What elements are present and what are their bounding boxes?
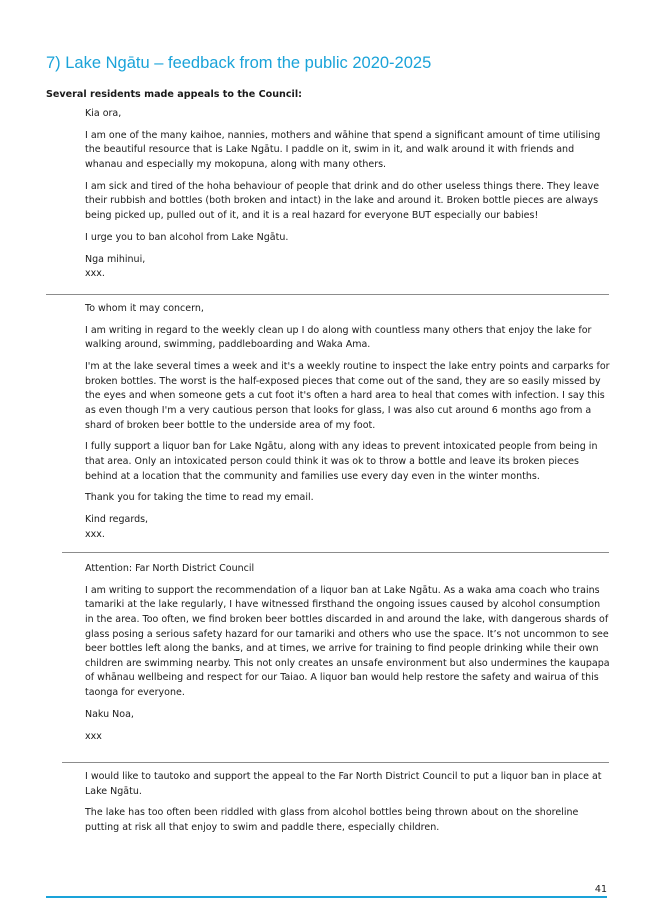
letter-1 bbox=[85, 107, 610, 282]
letter-2-paragraph-3: I'm at the lake several times a week and it's a weekly routine to inspect the lake entry points and carparks for broken bottles. The worst is the half-exposed pieces that come out of the sand, they are so easily missed by the eyes and when someone gets a cut foot it's often a hard area to heal that comes with infection. I say this as even though I'm a very cautious person that looks for glass, I was also cut around 6 months ago from a shard of broken beer bottle to the underside area of my foot. bbox=[85, 361, 610, 431]
letter-1-paragraph-3: I am sick and tired of the hoha behaviour of people that drink and do other useless things there. They leave their rubbish and bottles (both broken and intact) in the lake and around it. Broken bottle pieces are always being picked up, pulled out of it, and it is a real hazard for everyone BUT especially our babies! bbox=[85, 180, 600, 221]
letter-3-paragraph-2: I am writing to support the recommendation of a liquor ban at Lake Ngātu. As a waka ama coach who trains tamariki at the lake regularly, I have witnessed firsthand the ongoing issues caused by alcohol consumption in the area. Too often, we find broken beer bottles discarded in and around the lake, with dangerous shards of glass posing a serious safety hazard for our tamariki and others who use the space. It’s not uncommon to see beer bottles left along the banks, and at times, we arrive for training to find people drinking while their own children are swimming nearby. This not only creates an unsafe environment but also undermines the kaupapa of whānau wellbeing and respect for our Taiao. A liquor ban would help restore the safety and wairua of this taonga for everyone. bbox=[85, 584, 610, 698]
footer-rule bbox=[46, 896, 607, 898]
letter-1-paragraph-2: I am one of the many kaihoe, nannies, mothers and wāhine that spend a significant amount of time utilising the beautiful resource that is Lake Ngātu. I paddle on it, swim in it, and walk around it with friends and whanau and especially my mokopuna, along with many others. bbox=[85, 129, 601, 170]
letter-2 bbox=[85, 302, 610, 542]
page-title: 7) Lake Ngātu – feedback from the public 2020-2025 bbox=[46, 54, 432, 72]
letter-3 bbox=[85, 562, 610, 744]
intro-heading: Several residents made appeals to the Council: bbox=[46, 89, 302, 100]
letter-divider-2 bbox=[62, 552, 609, 553]
letter-2-signature: xxx. bbox=[85, 528, 105, 540]
letter-4-paragraph-2: The lake has too often been riddled with glass from alcohol bottles being thrown about on the shoreline putting at risk all that enjoy to swim and paddle there, especially children. bbox=[85, 807, 579, 833]
letter-4-paragraph-1: I would like to tautoko and support the appeal to the Far North District Council to put a liquor ban in place at Lake Ngātu. bbox=[85, 771, 602, 797]
letter-1-closing: Nga mihinui, bbox=[85, 253, 146, 265]
letter-1-signature: xxx. bbox=[85, 268, 105, 280]
letter-divider-1 bbox=[46, 294, 609, 295]
letter-3-signature: xxx bbox=[85, 730, 102, 742]
letter-divider-3 bbox=[62, 762, 609, 763]
letter-3-closing: Naku Noa, bbox=[85, 708, 134, 720]
letter-2-paragraph-5: Thank you for taking the time to read my email. bbox=[85, 492, 314, 504]
page-number: 41 bbox=[594, 884, 607, 895]
letter-3-paragraph-1: Attention: Far North District Council bbox=[85, 563, 255, 574]
letter-4 bbox=[85, 770, 610, 843]
letter-1-paragraph-1: Kia ora, bbox=[85, 108, 122, 119]
letter-2-paragraph-1: To whom it may concern, bbox=[85, 303, 204, 314]
letter-2-closing: Kind regards, bbox=[85, 514, 149, 526]
letter-2-paragraph-4: I fully support a liquor ban for Lake Ngātu, along with any ideas to prevent intoxicated people from being in that area. Only an intoxicated person could think it was ok to throw a bottle and leave its broken pieces behind at a location that the community and families use every day even in the winter months. bbox=[85, 441, 598, 482]
letter-1-paragraph-4: I urge you to ban alcohol from Lake Ngātu. bbox=[85, 231, 289, 243]
letter-2-paragraph-2: I am writing in regard to the weekly clean up I do along with countless many others that enjoy the lake for walking around, swimming, paddleboarding and Waka Ama. bbox=[85, 324, 592, 351]
